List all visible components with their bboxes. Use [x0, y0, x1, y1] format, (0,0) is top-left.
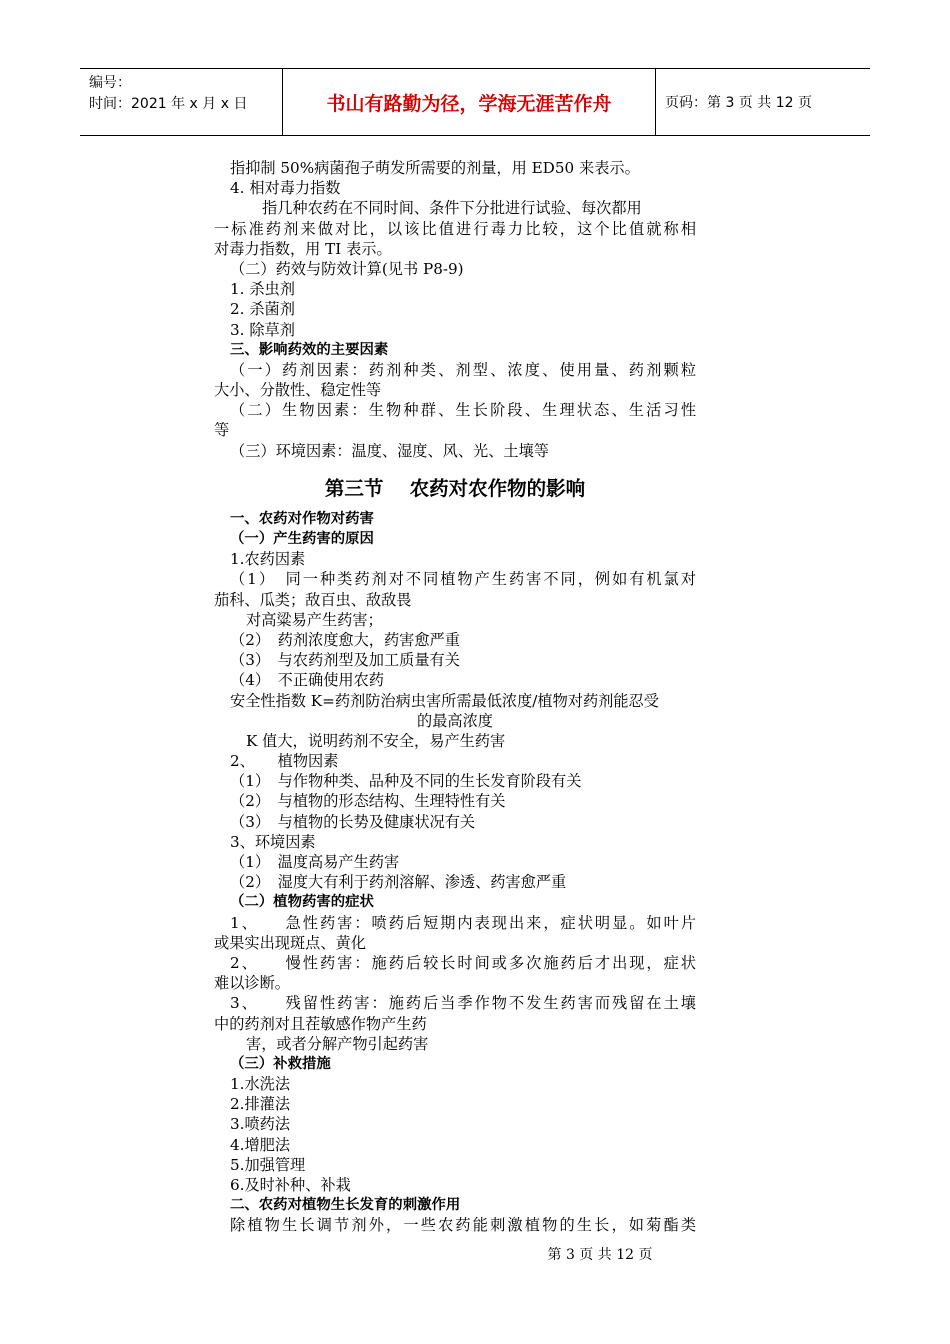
- document-date-label: 时间：2021 年 x 月 x 日: [89, 96, 248, 112]
- document-number-label: 编号：: [89, 75, 131, 91]
- text-line: 5.加强管理: [230, 1155, 306, 1174]
- text-line: K 值大，说明药剂不安全，易产生药害: [246, 731, 506, 750]
- text-line: 1、 急性药害：喷药后短期内表现出来，症状明显。如叶片: [230, 913, 696, 932]
- subheading: （二）植物药害的症状: [230, 894, 374, 911]
- text-line: （三）环境因素：温度、湿度、风、光、土壤等: [230, 441, 549, 460]
- text-line: 2.排灌法: [230, 1095, 291, 1114]
- text-line: （二）药效与防效计算(见书 P8-9): [230, 259, 464, 278]
- page-header: [80, 68, 870, 136]
- text-line: 难以诊断。: [214, 974, 290, 993]
- text-line: （3） 与植物的长势及健康状况有关: [230, 812, 476, 831]
- subheading: 二、农药对植物生长发育的刺激作用: [230, 1197, 461, 1214]
- text-line: 的最高浓度: [417, 711, 493, 730]
- subheading: 一、农药对作物对药害: [230, 510, 374, 527]
- subheading: （三）补救措施: [230, 1055, 331, 1072]
- text-line: 指几种农药在不同时间、条件下分批进行试验、每次都用: [262, 199, 642, 218]
- text-line: 3、 残留性药害：施药后当季作物不发生药害而残留在土壤: [230, 994, 696, 1013]
- text-line: 4. 相对毒力指数: [230, 179, 341, 198]
- text-line: 3.喷药法: [230, 1115, 291, 1134]
- page-footer: [0, 1244, 950, 1264]
- header-meta: [80, 69, 283, 135]
- text-line: （一）药剂因素：药剂种类、剂型、浓度、使用量、药剂颗粒: [230, 360, 696, 379]
- text-line: （2） 与植物的形态结构、生理特性有关: [230, 792, 506, 811]
- text-line: 2. 杀菌剂: [230, 300, 295, 319]
- text-line: （1） 与作物种类、品种及不同的生长发育阶段有关: [230, 772, 582, 791]
- text-line: 大小、分散性、稳定性等: [214, 381, 382, 400]
- header-page-number: 页码：第 3 页 共 12 页: [665, 95, 812, 111]
- text-line: 中的药剂对且茬敏感作物产生药: [214, 1014, 427, 1033]
- text-line: 4.增肥法: [230, 1135, 291, 1154]
- text-line: 或果实出现斑点、黄化: [214, 933, 366, 952]
- text-line: 一标准药剂来做对比，以该比值进行毒力比较，这个比值就称相: [214, 219, 696, 238]
- subheading: 三、影响药效的主要因素: [230, 341, 389, 358]
- text-line: （2） 湿度大有利于药剂溶解、渗透、药害愈严重: [230, 873, 567, 892]
- text-line: 2、 植物因素: [230, 752, 339, 771]
- text-line: （1） 同一种类药剂对不同植物产生药害不同，例如有机氯对: [230, 570, 696, 589]
- text-line: 害，或者分解产物引起药害: [246, 1034, 429, 1053]
- footer-page-number: 第 3 页 共 12 页: [547, 1247, 653, 1263]
- text-line: （4） 不正确使用农药: [230, 671, 384, 690]
- text-line: 3. 除草剂: [230, 320, 295, 339]
- text-line: 安全性指数 K=药剂防治病虫害所需最低浓度/植物对药剂能忍受: [230, 691, 659, 710]
- text-line: 2、 慢性药害：施药后较长时间或多次施药后才出现，症状: [230, 953, 696, 972]
- text-line: 茄科、瓜类；敌百虫、敌敌畏: [214, 590, 412, 609]
- header-motto: 书山有路勤为径，学海无涯苦作舟: [283, 69, 656, 135]
- text-line: 等: [214, 421, 230, 440]
- text-line: （2） 药剂浓度愈大，药害愈严重: [230, 630, 460, 649]
- text-line: 指抑制 50%病菌孢子萌发所需要的剂量，用 ED50 来表示。: [230, 159, 640, 177]
- text-line: 3、环境因素: [230, 832, 316, 851]
- text-line: 1.水洗法: [230, 1075, 291, 1094]
- text-line: 6.及时补种、补栽: [230, 1176, 351, 1194]
- subheading: （一）产生药害的原因: [230, 531, 374, 547]
- text-line: （1） 温度高易产生药害: [230, 853, 400, 871]
- text-line: 1.农药因素: [230, 550, 306, 569]
- text-line: （二）生物因素：生物种群、生长阶段、生理状态、生活习性: [230, 401, 696, 420]
- document-body: [214, 158, 696, 1236]
- text-line: （3） 与农药剂型及加工质量有关: [230, 651, 460, 670]
- text-line: 1. 杀虫剂: [230, 280, 295, 299]
- text-line: 对高粱易产生药害；: [246, 610, 383, 629]
- text-line: 除植物生长调节剂外，一些农药能刺激植物的生长，如菊酯类: [230, 1216, 696, 1235]
- section-heading: 第三节 农药对农作物的影响: [324, 476, 586, 500]
- text-line: 对毒力指数，用 TI 表示。: [214, 239, 392, 258]
